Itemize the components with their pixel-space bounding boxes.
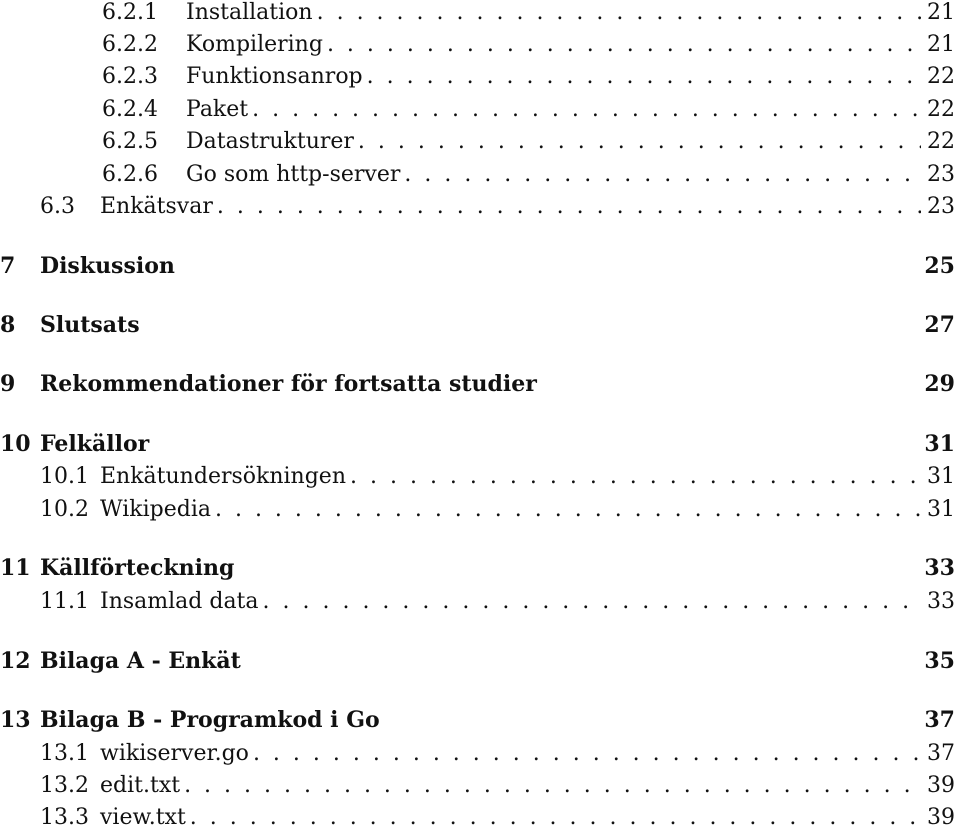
dot-leader <box>253 741 921 766</box>
section-number: 11.1 <box>40 589 89 614</box>
dot-leader <box>217 194 921 219</box>
toc-chapter[interactable] <box>0 431 955 461</box>
section-number: 6.2.3 <box>102 64 158 89</box>
page-number: 22 <box>927 97 955 122</box>
dot-leader <box>252 97 921 122</box>
section-title: wikiserver.go <box>100 741 249 766</box>
section-title: Enkätundersökningen <box>100 464 346 489</box>
page-number: 37 <box>924 707 955 733</box>
toc-entry[interactable] <box>0 32 955 62</box>
chapter-number: 10 <box>0 431 31 457</box>
chapter-title: Rekommendationer för fortsatta studier <box>40 371 537 397</box>
toc-entry[interactable] <box>0 129 955 159</box>
toc-entry[interactable] <box>0 97 955 127</box>
section-title: Paket <box>186 97 249 122</box>
page-number: 21 <box>927 0 955 25</box>
page-number: 27 <box>924 312 955 338</box>
toc-chapter[interactable] <box>0 707 955 737</box>
section-number: 13.1 <box>40 741 89 766</box>
section-title: Insamlad data <box>100 589 259 614</box>
page-number: 31 <box>927 464 955 489</box>
toc-chapter[interactable] <box>0 555 955 585</box>
toc-entry[interactable] <box>0 805 955 835</box>
section-number: 6.2.1 <box>102 0 158 25</box>
chapter-number: 12 <box>0 648 31 674</box>
toc-entry[interactable] <box>0 194 955 224</box>
section-title: Enkätsvar <box>100 194 213 219</box>
section-number: 10.1 <box>40 464 89 489</box>
toc-entry[interactable] <box>0 773 955 803</box>
page-number: 31 <box>924 431 955 457</box>
toc-entry[interactable] <box>0 741 955 771</box>
section-title: Datastrukturer <box>186 129 354 154</box>
section-title: Kompilering <box>186 32 323 57</box>
dot-leader <box>327 32 921 57</box>
section-number: 6.2.4 <box>102 97 158 122</box>
dot-leader <box>215 497 921 522</box>
chapter-number: 8 <box>0 312 16 338</box>
toc-chapter[interactable] <box>0 371 955 401</box>
chapter-title: Bilaga B - Programkod i Go <box>40 707 380 733</box>
toc-entry[interactable] <box>0 0 955 30</box>
dot-leader <box>358 129 921 154</box>
section-number: 6.2.6 <box>102 162 158 187</box>
toc-entry[interactable] <box>0 162 955 192</box>
section-number: 13.2 <box>40 773 89 798</box>
page-number: 21 <box>927 32 955 57</box>
dot-leader <box>184 773 921 798</box>
chapter-number: 13 <box>0 707 31 733</box>
chapter-number: 11 <box>0 555 31 581</box>
section-number: 13.3 <box>40 805 89 830</box>
dot-leader <box>350 464 921 489</box>
page-number: 33 <box>927 589 955 614</box>
chapter-title: Diskussion <box>40 253 175 279</box>
page-number: 23 <box>927 194 955 219</box>
section-number: 6.3 <box>40 194 75 219</box>
page-number: 22 <box>927 129 955 154</box>
section-number: 6.2.2 <box>102 32 158 57</box>
page-number: 33 <box>924 555 955 581</box>
page-number: 23 <box>927 162 955 187</box>
toc-chapter[interactable] <box>0 253 955 283</box>
toc-entry[interactable] <box>0 589 955 619</box>
chapter-number: 7 <box>0 253 16 279</box>
chapter-title: Felkällor <box>40 431 150 457</box>
chapter-title: Slutsats <box>40 312 140 338</box>
page-number: 37 <box>927 741 955 766</box>
page-number: 35 <box>924 648 955 674</box>
toc-entry[interactable] <box>0 497 955 527</box>
section-title: Go som http-server <box>186 162 401 187</box>
section-title: Installation <box>186 0 313 25</box>
page-number: 25 <box>924 253 955 279</box>
chapter-number: 9 <box>0 371 16 397</box>
page-number: 22 <box>927 64 955 89</box>
chapter-title: Källförteckning <box>40 555 235 581</box>
page-number: 39 <box>927 805 955 830</box>
page-number: 39 <box>927 773 955 798</box>
section-number: 10.2 <box>40 497 89 522</box>
section-number: 6.2.5 <box>102 129 158 154</box>
page-number: 29 <box>924 371 955 397</box>
dot-leader <box>317 0 921 25</box>
section-title: Funktionsanrop <box>186 64 363 89</box>
toc-entry[interactable] <box>0 64 955 94</box>
dot-leader <box>404 162 921 187</box>
dot-leader <box>190 805 921 830</box>
dot-leader <box>367 64 921 89</box>
section-title: Wikipedia <box>100 497 211 522</box>
toc-entry[interactable] <box>0 464 955 494</box>
section-title: edit.txt <box>100 773 181 798</box>
page-number: 31 <box>927 497 955 522</box>
dot-leader <box>263 589 921 614</box>
section-title: view.txt <box>100 805 186 830</box>
toc-chapter[interactable] <box>0 648 955 678</box>
toc-chapter[interactable] <box>0 312 955 342</box>
chapter-title: Bilaga A - Enkät <box>40 648 241 674</box>
